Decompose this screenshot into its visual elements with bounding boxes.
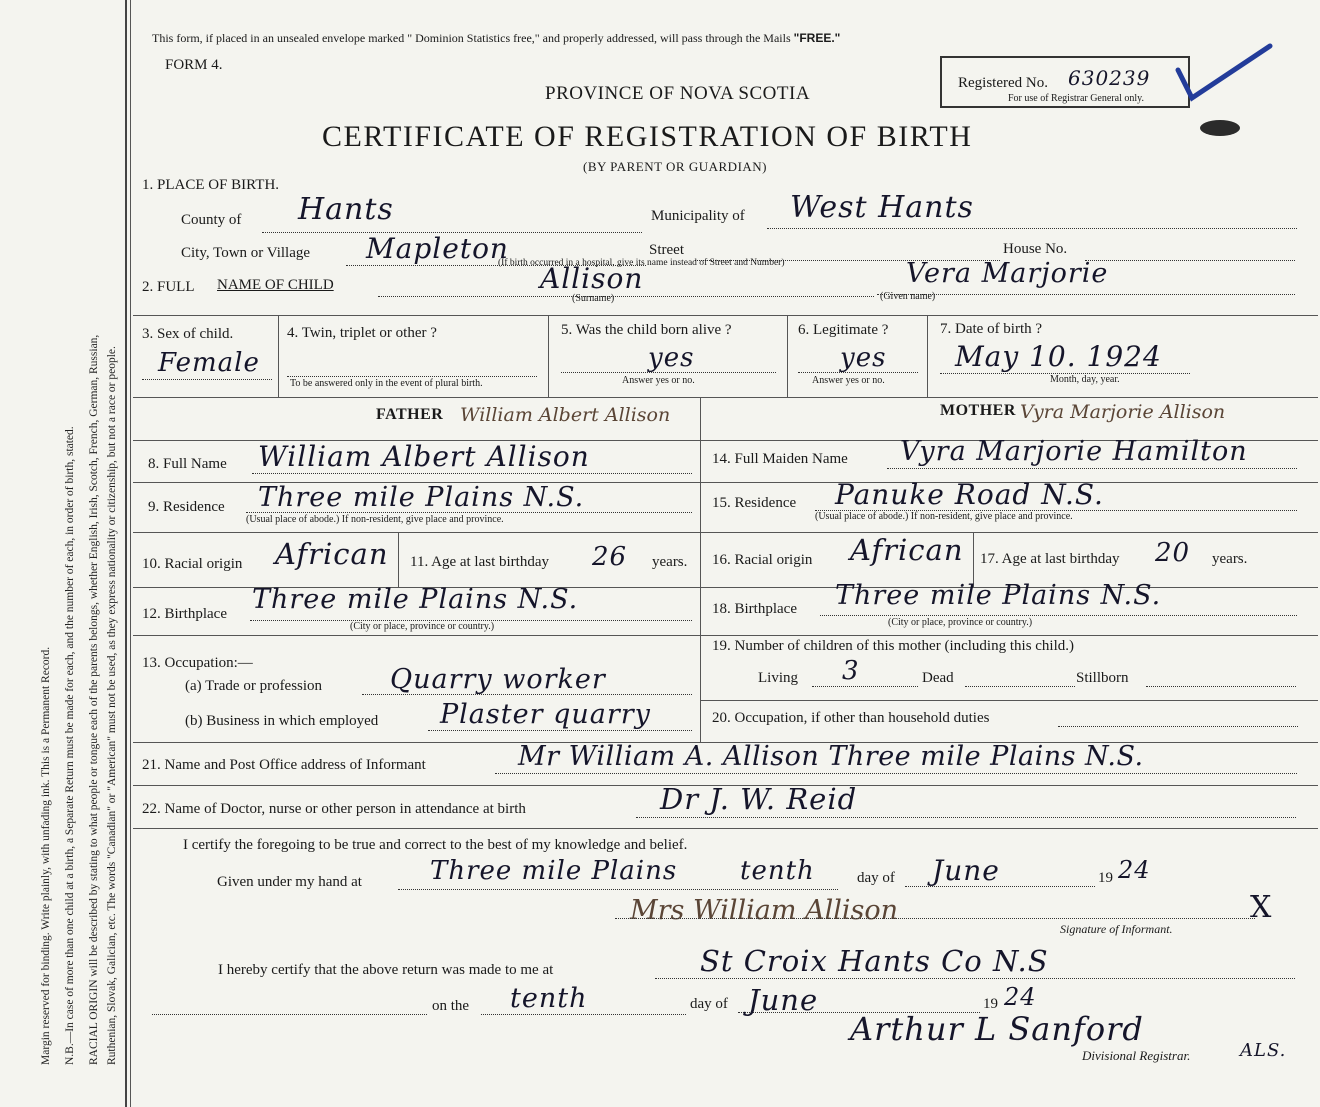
- row3-divider-3: [787, 315, 788, 397]
- street-label: Street: [649, 242, 684, 258]
- informant-label: 21. Name and Post Office address of Informant: [142, 757, 426, 773]
- business-value: Plaster quarry: [440, 699, 651, 730]
- father-age-value: 26: [592, 542, 628, 572]
- binding-margin: [0, 0, 130, 1107]
- twin-line: [287, 376, 537, 377]
- mother-race-divider: [973, 532, 974, 587]
- mother-birthplace-line: [820, 615, 1297, 616]
- given-line: [877, 294, 1295, 295]
- given-under-label: Given under my hand at: [217, 874, 362, 890]
- name-label: NAME OF CHILD: [217, 277, 334, 293]
- mother-name-label: 14. Full Maiden Name: [712, 451, 848, 467]
- registration-box: [940, 56, 1190, 108]
- father-signature: William Albert Allison: [460, 404, 671, 426]
- mother-heading: MOTHER: [940, 402, 1016, 419]
- registered-number: 630239: [1068, 66, 1151, 90]
- living-line: [812, 686, 918, 687]
- given-year-prefix: 19: [1098, 870, 1113, 886]
- mother-name-line: [887, 468, 1297, 469]
- registrar-day-line: [481, 1014, 686, 1015]
- father-birthplace-label: 12. Birthplace: [142, 606, 227, 622]
- registrar-day-value: tenth: [510, 983, 588, 1014]
- mother-signature: Vyra Marjorie Allison: [1020, 401, 1226, 423]
- given-day-value: tenth: [740, 856, 815, 886]
- alive-value: yes: [648, 343, 695, 373]
- mother-residence-value: Panuke Road N.S.: [835, 478, 1104, 511]
- mail-notice-text: This form, if placed in an unsealed envelope marked " Dominion Statistics free," and properly addressed, will pass through the Mails: [152, 31, 791, 45]
- informant-signature: Mrs William Allison: [630, 895, 898, 926]
- alive-label: 5. Was the child born alive ?: [561, 322, 732, 338]
- informant-value: Mr William A. Allison Three mile Plains N.S.: [518, 741, 1144, 772]
- business-label: (b) Business in which employed: [185, 713, 379, 729]
- father-age-label: 11. Age at last birthday: [410, 554, 549, 570]
- father-birthplace-note: (City or place, province or country.): [350, 621, 495, 632]
- hospital-note: (If birth occurred in a hospital, give its name instead of Street and Number): [498, 258, 785, 268]
- margin-note-4: Ruthenian, Slovak, Galician, etc. The words "Canadian" or "American" must not be used, as they express nationality or citizenship, but not a race or people.: [106, 346, 118, 1065]
- doctor-line: [636, 817, 1296, 818]
- house-label: House No.: [1003, 241, 1068, 257]
- informant-sig-caption: Signature of Informant.: [1060, 922, 1173, 936]
- registrar-day-of: day of: [690, 996, 728, 1012]
- parents-rule-5: [133, 635, 1318, 636]
- registrar-signature: Arthur L Sanford: [850, 1010, 1144, 1048]
- checkmark-icon: [1170, 40, 1280, 110]
- mother-birthplace-note: (City or place, province or country.): [888, 617, 1033, 628]
- business-line: [428, 730, 692, 731]
- father-name-label: 8. Full Name: [148, 456, 227, 472]
- informant-line: [495, 773, 1297, 774]
- registrar-certify-text: I hereby certify that the above return was made to me at: [218, 962, 554, 978]
- sex-line: [142, 379, 272, 380]
- father-race-value: African: [275, 537, 389, 571]
- city-value: Mapleton: [366, 232, 509, 265]
- given-day-of: day of: [857, 870, 895, 886]
- stillborn-line: [1146, 686, 1296, 687]
- mother-residence-label: 15. Residence: [712, 495, 797, 511]
- name-label-prefix: 2. FULL: [142, 279, 195, 295]
- father-heading: FATHER: [376, 406, 444, 423]
- registrar-caption: Divisional Registrar.: [1082, 1048, 1191, 1063]
- sex-label: 3. Sex of child.: [142, 326, 234, 342]
- dead-line: [965, 686, 1075, 687]
- given-month-value: June: [932, 854, 1000, 887]
- parents-divider: [700, 397, 701, 742]
- municipality-line: [767, 228, 1297, 229]
- dob-value: May 10. 1924: [955, 340, 1162, 373]
- free-label: "FREE.": [793, 31, 841, 45]
- registrar-year-value: 24: [1004, 983, 1037, 1011]
- legit-note: Answer yes or no.: [812, 375, 885, 386]
- county-value: Hants: [298, 192, 394, 227]
- father-residence-note: (Usual place of abode.) If non-resident, give place and province.: [246, 514, 504, 525]
- parents-rule-6: [700, 700, 1318, 701]
- registrar-place-value: St Croix Hants Co N.S: [700, 944, 1049, 978]
- legit-value: yes: [840, 343, 887, 373]
- mother-race-label: 16. Racial origin: [712, 552, 813, 568]
- twin-label: 4. Twin, triplet or other ?: [287, 325, 437, 341]
- legit-label: 6. Legitimate ?: [798, 322, 889, 338]
- mother-age-value: 20: [1155, 538, 1191, 568]
- registrar-year-prefix: 19: [983, 996, 998, 1012]
- given-value: Vera Marjorie: [906, 258, 1109, 289]
- mother-race-value: African: [850, 533, 964, 567]
- row3-divider-1: [278, 315, 279, 397]
- children-label: 19. Number of children of this mother (including this child.): [712, 638, 1075, 654]
- informant-signature-line: [615, 918, 1255, 919]
- registrar-use-note: For use of Registrar General only.: [1008, 93, 1144, 104]
- parents-rule-3: [133, 532, 1318, 533]
- doctor-label: 22. Name of Doctor, nurse or other person in attendance at birth: [142, 801, 526, 817]
- row3-bottom-rule: [133, 397, 1318, 398]
- form-number: FORM 4.: [165, 57, 223, 73]
- registered-label: Registered No.: [958, 75, 1048, 91]
- house-line: [1085, 260, 1295, 261]
- mother-age-years: years.: [1212, 551, 1248, 567]
- place-heading: 1. PLACE OF BIRTH.: [142, 177, 280, 193]
- father-residence-label: 9. Residence: [148, 499, 225, 515]
- doctor-value: Dr J. W. Reid: [660, 782, 858, 816]
- dob-note: Month, day, year.: [1050, 374, 1120, 385]
- mother-occupation-label: 20. Occupation, if other than household duties: [712, 710, 990, 726]
- margin-note-2: N.B.—In case of more than one child at a birth, a Separate Return must be made for each, and the number of each, in order of birth, stated.: [64, 426, 76, 1065]
- father-residence-value: Three mile Plains N.S.: [258, 482, 585, 513]
- given-place-value: Three mile Plains: [430, 856, 678, 886]
- mail-notice: [152, 31, 840, 46]
- certificate-title: CERTIFICATE OF REGISTRATION OF BIRTH: [322, 120, 973, 153]
- living-value: 3: [842, 656, 860, 686]
- given-caption: (Given name): [880, 291, 936, 302]
- dob-label: 7. Date of birth ?: [940, 321, 1043, 337]
- occupation-label: 13. Occupation:—: [142, 655, 253, 671]
- county-label: County of: [181, 212, 242, 228]
- row3-top-rule: [133, 315, 1318, 316]
- father-race-divider: [398, 532, 399, 587]
- registrar-initials: ALS.: [1240, 1040, 1287, 1061]
- trade-label: (a) Trade or profession: [185, 678, 323, 694]
- mother-residence-note: (Usual place of abode.) If non-resident, give place and province.: [815, 511, 1073, 522]
- margin-note-1: Margin reserved for binding. Write plainly, with unfading ink. This is a Permanent Record.: [40, 646, 52, 1065]
- father-birthplace-value: Three mile Plains N.S.: [252, 584, 579, 615]
- certify-text: I certify the foregoing to be true and correct to the best of my knowledge and belief.: [183, 837, 688, 853]
- informant-mark: X: [1250, 890, 1273, 925]
- twin-note: To be answered only in the event of plural birth.: [290, 378, 483, 389]
- father-name-value: William Albert Allison: [258, 440, 590, 473]
- registrar-place-line: [655, 978, 1295, 979]
- province-heading: PROVINCE OF NOVA SCOTIA: [545, 83, 811, 104]
- father-age-years: years.: [652, 554, 688, 570]
- registrar-month-value: June: [748, 983, 819, 1017]
- margin-rule: [125, 0, 127, 1107]
- mother-name-value: Vyra Marjorie Hamilton: [900, 436, 1248, 467]
- father-race-label: 10. Racial origin: [142, 556, 243, 572]
- surname-value: Allison: [540, 262, 644, 295]
- margin-rule-inner: [130, 0, 131, 1107]
- mother-occupation-line: [1058, 726, 1298, 727]
- stillborn-label: Stillborn: [1076, 670, 1129, 686]
- doctor-rule: [133, 828, 1318, 829]
- margin-note-3: RACIAL ORIGIN will be described by stating to what people or tongue each of the parents belongs, whether English, Irish, Scotch, French, German, Russian,: [88, 334, 100, 1065]
- ink-blot-icon: [1195, 115, 1245, 141]
- registrar-on-the: on the: [432, 998, 470, 1014]
- father-name-line: [252, 473, 692, 474]
- mother-age-label: 17. Age at last birthday: [980, 551, 1120, 567]
- municipality-label: Municipality of: [651, 208, 745, 224]
- registrar-lead-line: [152, 1014, 427, 1015]
- municipality-value: West Hants: [790, 190, 974, 225]
- mother-birthplace-label: 18. Birthplace: [712, 601, 797, 617]
- living-label: Living: [758, 670, 798, 686]
- given-place-line: [398, 889, 838, 890]
- trade-value: Quarry worker: [390, 664, 606, 695]
- sex-value: Female: [158, 348, 260, 378]
- given-year-value: 24: [1118, 856, 1151, 884]
- row3-divider-4: [927, 315, 928, 397]
- row3-divider-2: [548, 315, 549, 397]
- certificate-subtitle: (BY PARENT OR GUARDIAN): [583, 159, 768, 174]
- mother-birthplace-value: Three mile Plains N.S.: [835, 580, 1162, 611]
- dead-label: Dead: [922, 670, 954, 686]
- alive-note: Answer yes or no.: [622, 375, 695, 386]
- city-label: City, Town or Village: [181, 245, 311, 261]
- surname-caption: (Surname): [572, 293, 615, 304]
- surname-line: [378, 296, 874, 297]
